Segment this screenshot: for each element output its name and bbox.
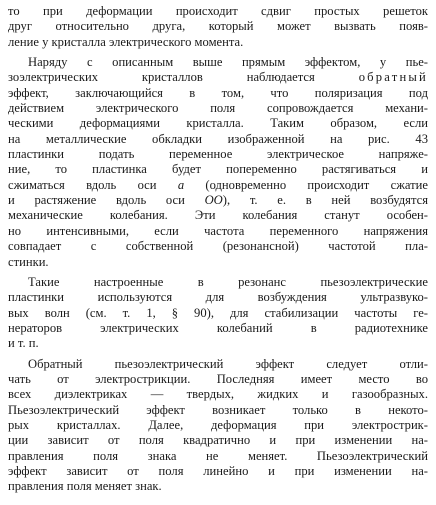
text-line: совпадает с собственной (резонансной) частотой пла- [8, 239, 428, 254]
text-line: ление у кристалла электрического момента. [8, 34, 244, 49]
text-line: пластинки подать переменное электрическое напряже- [8, 147, 428, 162]
text-page [8, 4, 428, 495]
paragraph-2 [8, 55, 428, 270]
text-line: но интенсивными, если частота переменного напряжения [8, 223, 428, 238]
text-line: ние, то пластинка будет попеременно растягиваться и [8, 162, 428, 177]
math-symbol: OO [204, 193, 223, 208]
text-line: ции зависит от поля квадратично и при изменении на- [8, 433, 428, 448]
text-line: действием электрического поля сопровождается механи- [8, 101, 428, 116]
paragraph-4 [8, 357, 428, 495]
text-line: эффект зависит от поля линейно и при изменении на- [8, 463, 428, 478]
text-line: пластинки используются для возбуждения ультразвуко- [8, 290, 428, 305]
text-line: Пьезоэлектрический эффект возникает только в некото- [8, 402, 428, 417]
text-line: Наряду с описанным выше прямым эффектом, у пье- [28, 55, 428, 70]
text-line: и т. п. [8, 336, 39, 351]
text-line: стинки. [8, 254, 49, 269]
text-line: друг относительно друга, который может вызвать появ- [8, 19, 428, 34]
text-line: нераторов электрических колебаний в радиотехнике [8, 320, 428, 335]
text-line: механические колебания. Эти колебания станут особен- [8, 208, 428, 223]
text-line: правления поля меняет знак. [8, 479, 162, 494]
paragraph-1 [8, 4, 428, 50]
text-line: всех диэлектриках — твердых, жидких и газообразных. [8, 387, 428, 402]
paragraph-3 [8, 275, 428, 352]
axis-symbol-a: a [177, 177, 185, 192]
text-line: Такие настроенные в резонанс пьезоэлектрические [28, 274, 428, 289]
text-line: и растяжение вдоль оси OO), т. е. в ней возбудятся [8, 193, 428, 208]
text-line: рых кристаллах. Далее, деформация при электрострик- [8, 417, 428, 432]
text-line: то при деформации происходит сдвиг простых решеток [8, 4, 428, 18]
text-line: сжиматься вдоль оси a (одновременно происходит сжатие [8, 177, 428, 192]
text-line: Обратный пьезоэлектрический эффект следует отли- [28, 356, 428, 371]
text-line: зоэлектрических кристаллов наблюдается обратный [8, 70, 428, 85]
text-line: вых волн (см. т. 1, § 90), для стабилизации частоты ге- [8, 305, 428, 320]
emphasized-term: обратный [358, 70, 428, 85]
text-line: чать от электрострикции. Последняя имеет место во [8, 371, 428, 386]
text-line: правления поля знака не меняет. Пьезоэлектрический [8, 448, 428, 463]
text-line: ческими деформациями кристалла. Таким образом, если [8, 116, 428, 131]
text-line: на металлические обкладки изображенной на рис. 43 [8, 131, 428, 146]
text-line: эффект, заключающийся в том, что поляризация под [8, 85, 428, 100]
